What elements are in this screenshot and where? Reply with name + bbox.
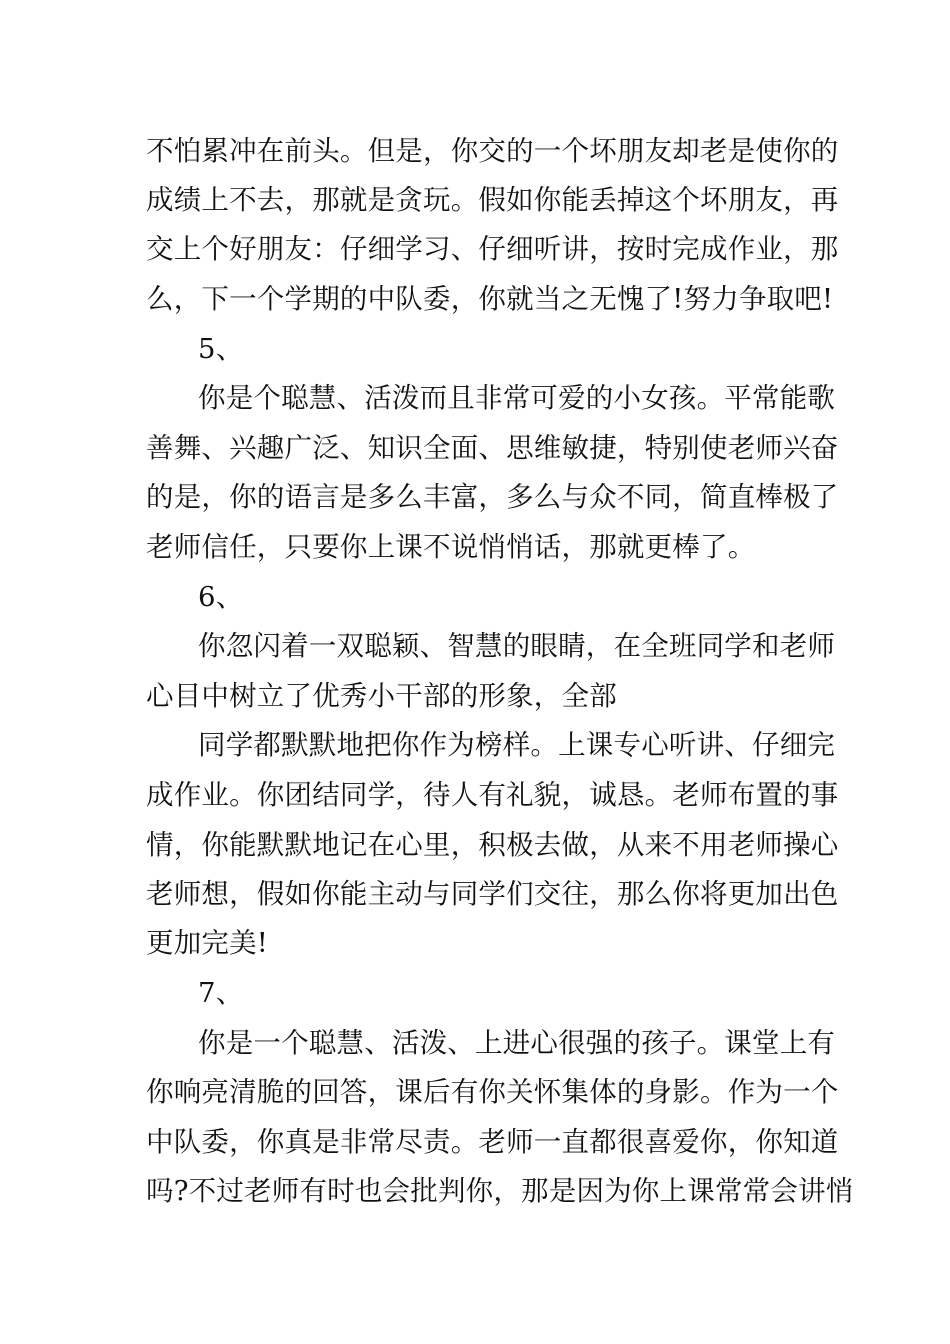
section-number: 5、 (198, 333, 244, 365)
section-number: 6、 (198, 581, 244, 613)
text-line: 吗?不过老师有时也会批判你，那是因为你上课常常会讲悄 (146, 1175, 854, 1207)
section-number: 7、 (198, 977, 244, 1009)
text-line: 心目中树立了优秀小干部的形象，全部 (146, 680, 617, 712)
text-line: 你是一个聪慧、活泼、上进心很强的孩子。课堂上有 (198, 1027, 836, 1059)
text-line: 老师信任，只要你上课不说悄悄话，那就更棒了。 (146, 531, 756, 563)
text-line: 你响亮清脆的回答，课后有你关怀集体的身影。作为一个 (146, 1076, 839, 1108)
text-line: 老师想，假如你能主动与同学们交往，那么你将更加出色 (146, 878, 839, 910)
text-line: 同学都默默地把你作为榜样。上课专心听讲、仔细完 (198, 729, 836, 761)
text-line: 你忽闪着一双聪颖、智慧的眼睛，在全班同学和老师 (198, 630, 836, 662)
text-line: 情，你能默默地记在心里，积极去做，从来不用老师操心 (146, 829, 839, 861)
text-line: 你是个聪慧、活泼而且非常可爱的小女孩。平常能歌 (198, 382, 836, 414)
text-line: 成绩上不去，那就是贪玩。假如你能丢掉这个坏朋友，再 (146, 184, 839, 216)
text-line: 中队委，你真是非常尽责。老师一直都很喜爱你，你知道 (146, 1126, 839, 1158)
text-line: 么，下一个学期的中队委，你就当之无愧了!努力争取吧! (146, 283, 834, 315)
text-line: 善舞、兴趣广泛、知识全面、思维敏捷，特别使老师兴奋 (146, 432, 839, 464)
text-line: 成作业。你团结同学，待人有礼貌，诚恳。老师布置的事 (146, 779, 839, 811)
text-line: 不怕累冲在前头。但是，你交的一个坏朋友却老是使你的 (146, 135, 839, 167)
text-line: 更加完美! (146, 927, 269, 959)
text-line: 的是，你的语言是多么丰富，多么与众不同，简直棒极了 (146, 481, 839, 513)
text-line: 交上个好朋友：仔细学习、仔细听讲，按时完成作业，那 (146, 233, 839, 265)
